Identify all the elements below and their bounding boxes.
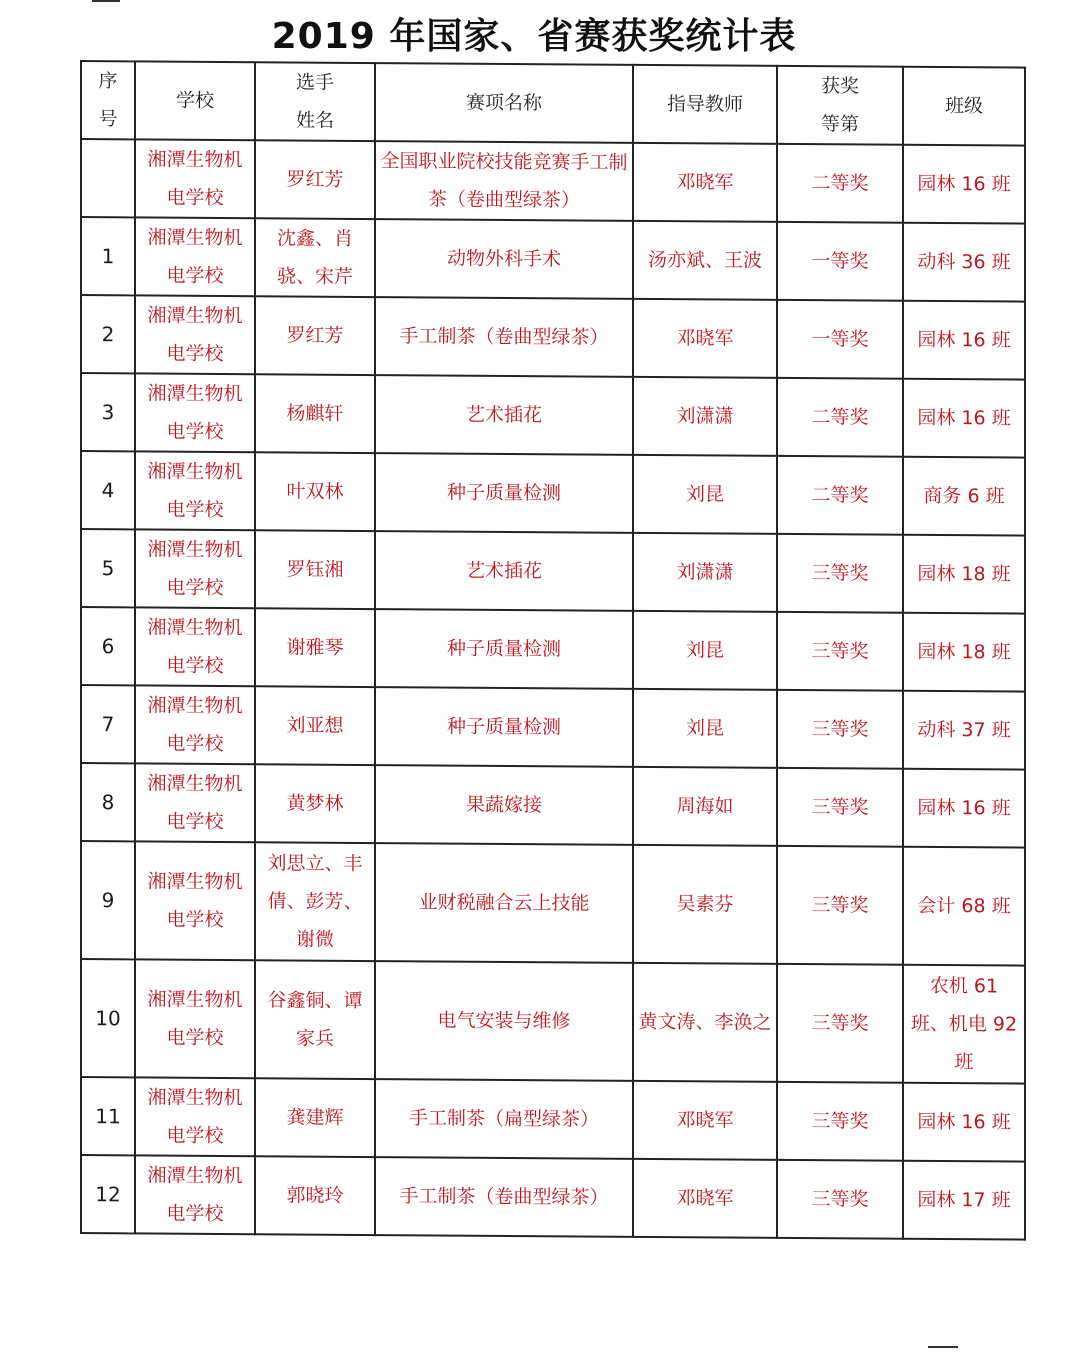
- cell-school: 湘潭生物机电学校: [135, 685, 255, 764]
- cell-school: 湘潭生物机电学校: [135, 217, 255, 296]
- cell-teacher: 刘潇潇: [633, 533, 777, 612]
- cell-class: 园林 18 班: [903, 613, 1025, 692]
- cell-school: 湘潭生物机电学校: [135, 451, 255, 530]
- cell-player: 叶双林: [255, 452, 375, 531]
- cell-class: 园林 16 班: [903, 769, 1025, 848]
- cell-class: 园林 16 班: [903, 145, 1025, 224]
- cell-teacher: 刘昆: [633, 455, 777, 534]
- table-row: [81, 959, 1025, 1084]
- header-school: 学校: [135, 61, 255, 140]
- cell-school: 湘潭生物机电学校: [135, 529, 255, 608]
- cell-index: 2: [81, 295, 135, 373]
- table-row: [81, 217, 1025, 302]
- cell-award: 三等奖: [777, 846, 903, 965]
- cell-player: 郭晓玲: [255, 1156, 375, 1235]
- header-index: 序 号: [81, 61, 135, 139]
- cell-school: 湘潭生物机电学校: [135, 763, 255, 842]
- cell-event: 全国职业院校技能竞赛手工制茶（卷曲型绿茶）: [375, 141, 633, 221]
- cell-award: 三等奖: [777, 1082, 903, 1161]
- header-award: 获奖 等第: [777, 66, 903, 145]
- cell-player: 谷鑫铜、谭家兵: [255, 960, 375, 1079]
- cell-teacher: 刘昆: [633, 689, 777, 768]
- cell-event: 手工制茶（卷曲型绿茶）: [375, 297, 633, 377]
- cell-teacher: 黄文涛、李涣之: [633, 963, 777, 1082]
- page-edge-mark-bottom: [928, 1346, 958, 1348]
- cell-index: 12: [81, 1155, 135, 1233]
- table-row: [81, 451, 1025, 536]
- cell-teacher: 周海如: [633, 767, 777, 846]
- cell-teacher: 刘潇潇: [633, 377, 777, 456]
- page-title: 2019 年国家、省赛获奖统计表: [271, 16, 797, 57]
- table-row: [81, 841, 1025, 966]
- cell-award: 三等奖: [777, 1160, 903, 1239]
- cell-index: 11: [81, 1077, 135, 1155]
- cell-index: 9: [81, 841, 135, 959]
- cell-event: 电气安装与维修: [375, 961, 633, 1081]
- cell-award: 三等奖: [777, 690, 903, 769]
- cell-index: 10: [81, 959, 135, 1077]
- cell-class: 园林 16 班: [903, 301, 1025, 380]
- cell-event: 种子质量检测: [375, 453, 633, 533]
- cell-index: 1: [81, 217, 135, 295]
- table-row: [81, 763, 1025, 848]
- cell-class: 农机 61 班、机电 92 班: [903, 965, 1025, 1084]
- cell-event: 种子质量检测: [375, 609, 633, 689]
- cell-player: 刘思立、丰倩、彭芳、谢微: [255, 842, 375, 961]
- cell-school: 湘潭生物机电学校: [135, 373, 255, 452]
- cell-player: 罗红芳: [255, 296, 375, 375]
- cell-player: 罗钰湘: [255, 530, 375, 609]
- cell-teacher: 刘昆: [633, 611, 777, 690]
- cell-award: 一等奖: [777, 300, 903, 379]
- table-row: [81, 607, 1025, 692]
- table-row: [81, 685, 1025, 770]
- cell-class: 动科 36 班: [903, 223, 1025, 302]
- cell-school: 湘潭生物机电学校: [135, 1077, 255, 1156]
- cell-class: 会计 68 班: [903, 847, 1025, 966]
- cell-event: 种子质量检测: [375, 687, 633, 767]
- cell-index: 7: [81, 685, 135, 763]
- cell-school: 湘潭生物机电学校: [135, 841, 255, 960]
- cell-teacher: 汤亦斌、王波: [633, 221, 777, 300]
- cell-index: 4: [81, 451, 135, 529]
- table-row: [81, 373, 1025, 458]
- cell-class: 园林 16 班: [903, 1083, 1025, 1162]
- cell-event: 果蔬嫁接: [375, 765, 633, 845]
- table-row: [81, 1155, 1025, 1240]
- cell-player: 谢雅琴: [255, 608, 375, 687]
- cell-teacher: 吴素芬: [633, 845, 777, 964]
- cell-player: 罗红芳: [255, 140, 375, 219]
- cell-index: 6: [81, 607, 135, 685]
- cell-player: 龚建辉: [255, 1078, 375, 1157]
- cell-teacher: 邓晓军: [633, 299, 777, 378]
- cell-class: 园林 18 班: [903, 535, 1025, 614]
- cell-school: 湘潭生物机电学校: [135, 139, 255, 218]
- cell-school: 湘潭生物机电学校: [135, 295, 255, 374]
- cell-event: 手工制茶（扁型绿茶）: [375, 1079, 633, 1159]
- cell-class: 商务 6 班: [903, 457, 1025, 536]
- cell-award: 三等奖: [777, 964, 903, 1083]
- cell-event: 艺术插花: [375, 531, 633, 611]
- cell-school: 湘潭生物机电学校: [135, 1155, 255, 1234]
- table-row: [81, 529, 1025, 614]
- cell-index: 3: [81, 373, 135, 451]
- cell-event: 手工制茶（卷曲型绿茶）: [375, 1157, 633, 1237]
- cell-event: 艺术插花: [375, 375, 633, 455]
- awards-table: [80, 60, 1026, 1241]
- cell-award: 二等奖: [777, 456, 903, 535]
- cell-award: 一等奖: [777, 222, 903, 301]
- header-row: [81, 61, 1025, 146]
- cell-class: 动科 37 班: [903, 691, 1025, 770]
- cell-class: 园林 17 班: [903, 1161, 1025, 1240]
- page-edge-mark-top: [92, 0, 120, 2]
- cell-school: 湘潭生物机电学校: [135, 607, 255, 686]
- cell-award: 三等奖: [777, 612, 903, 691]
- cell-teacher: 邓晓军: [633, 1159, 777, 1238]
- cell-event: 业财税融合云上技能: [375, 843, 633, 963]
- table-row: [81, 1077, 1025, 1162]
- cell-class: 园林 16 班: [903, 379, 1025, 458]
- cell-index: 8: [81, 763, 135, 841]
- cell-event: 动物外科手术: [375, 219, 633, 299]
- cell-player: 黄梦林: [255, 764, 375, 843]
- cell-award: 三等奖: [777, 534, 903, 613]
- cell-award: 二等奖: [777, 378, 903, 457]
- cell-teacher: 邓晓军: [633, 143, 777, 222]
- header-event: 赛项名称: [375, 63, 633, 143]
- header-player: 选手 姓名: [255, 62, 375, 141]
- cell-player: 沈鑫、肖骁、宋芹: [255, 218, 375, 297]
- cell-award: 二等奖: [777, 144, 903, 223]
- header-class: 班级: [903, 67, 1025, 146]
- cell-school: 湘潭生物机电学校: [135, 959, 255, 1078]
- table-row: [81, 139, 1025, 224]
- cell-player: 刘亚想: [255, 686, 375, 765]
- cell-teacher: 邓晓军: [633, 1081, 777, 1160]
- cell-award: 三等奖: [777, 768, 903, 847]
- cell-index: [81, 139, 135, 217]
- cell-player: 杨麒轩: [255, 374, 375, 453]
- cell-index: 5: [81, 529, 135, 607]
- table-row: [81, 295, 1025, 380]
- header-teacher: 指导教师: [633, 65, 777, 144]
